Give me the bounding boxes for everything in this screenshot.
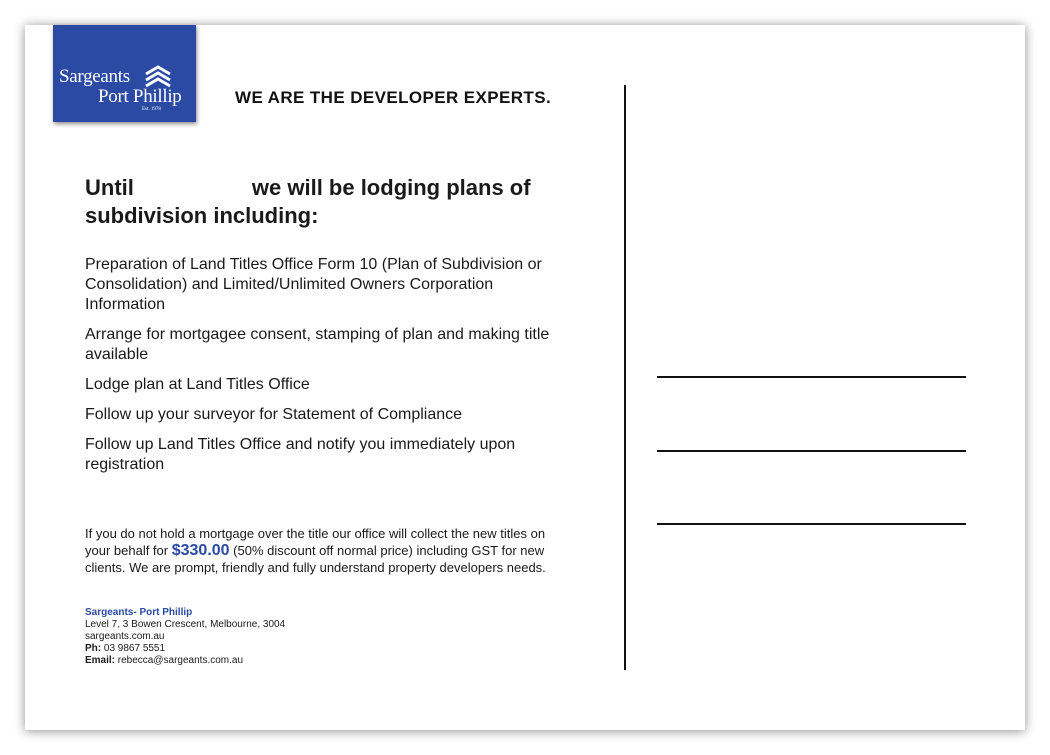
service-item: Preparation of Land Titles Office Form 10 (Plan of Subdivision or Consolidation) and Limited/Unlimited Owners Corporation Information: [85, 256, 542, 313]
logo-established: Est. 1978: [142, 107, 161, 112]
contact-phone: 03 9867 5551: [101, 643, 166, 654]
center-divider: [624, 85, 626, 670]
service-item: Follow up your surveyor for Statement of Compliance: [85, 406, 463, 423]
address-line-2: [657, 450, 966, 452]
contact-email-row: [85, 655, 285, 667]
logo-text-line1: Sargeants: [59, 66, 130, 87]
offer-price: $330.00: [171, 542, 230, 559]
email-label: Email:: [85, 655, 116, 666]
offer-paragraph: [85, 525, 565, 576]
address-line-1: [657, 376, 966, 378]
offer-text-before: If you do not hold a mortgage over the title our office will collect the new titles on your behalf for: [85, 526, 546, 558]
headline-part2: we will be lodging plans of subdivision including:: [85, 175, 531, 228]
contact-address: Level 7, 3 Bowen Crescent, Melbourne, 3004: [85, 619, 286, 630]
contact-block: [85, 607, 285, 667]
services-list: [85, 255, 565, 485]
contact-website: sargeants.com.au: [85, 631, 165, 642]
contact-email: rebecca@sargeants.com.au: [115, 655, 244, 666]
address-line-3: [657, 523, 966, 525]
headline-part1: Until: [85, 175, 134, 200]
service-item: Arrange for mortgagee consent, stamping of plan and making title available: [85, 326, 550, 363]
logo-text-line2: Port Phillip: [98, 86, 182, 107]
service-item: Lodge plan at Land Titles Office: [85, 376, 310, 393]
contact-phone-row: [85, 643, 285, 655]
offer-text-after: (50% discount off normal price) including GST for new clients. We are prompt, friendly and fully understand property developers needs.: [85, 543, 546, 575]
service-item: Follow up Land Titles Office and notify you immediately upon registration: [85, 436, 516, 473]
phone-label: Ph:: [85, 643, 102, 654]
headline: [85, 174, 585, 230]
contact-company: Sargeants- Port Phillip: [85, 607, 193, 618]
tagline: WE ARE THE DEVELOPER EXPERTS.: [235, 88, 552, 107]
company-logo: [53, 25, 196, 122]
